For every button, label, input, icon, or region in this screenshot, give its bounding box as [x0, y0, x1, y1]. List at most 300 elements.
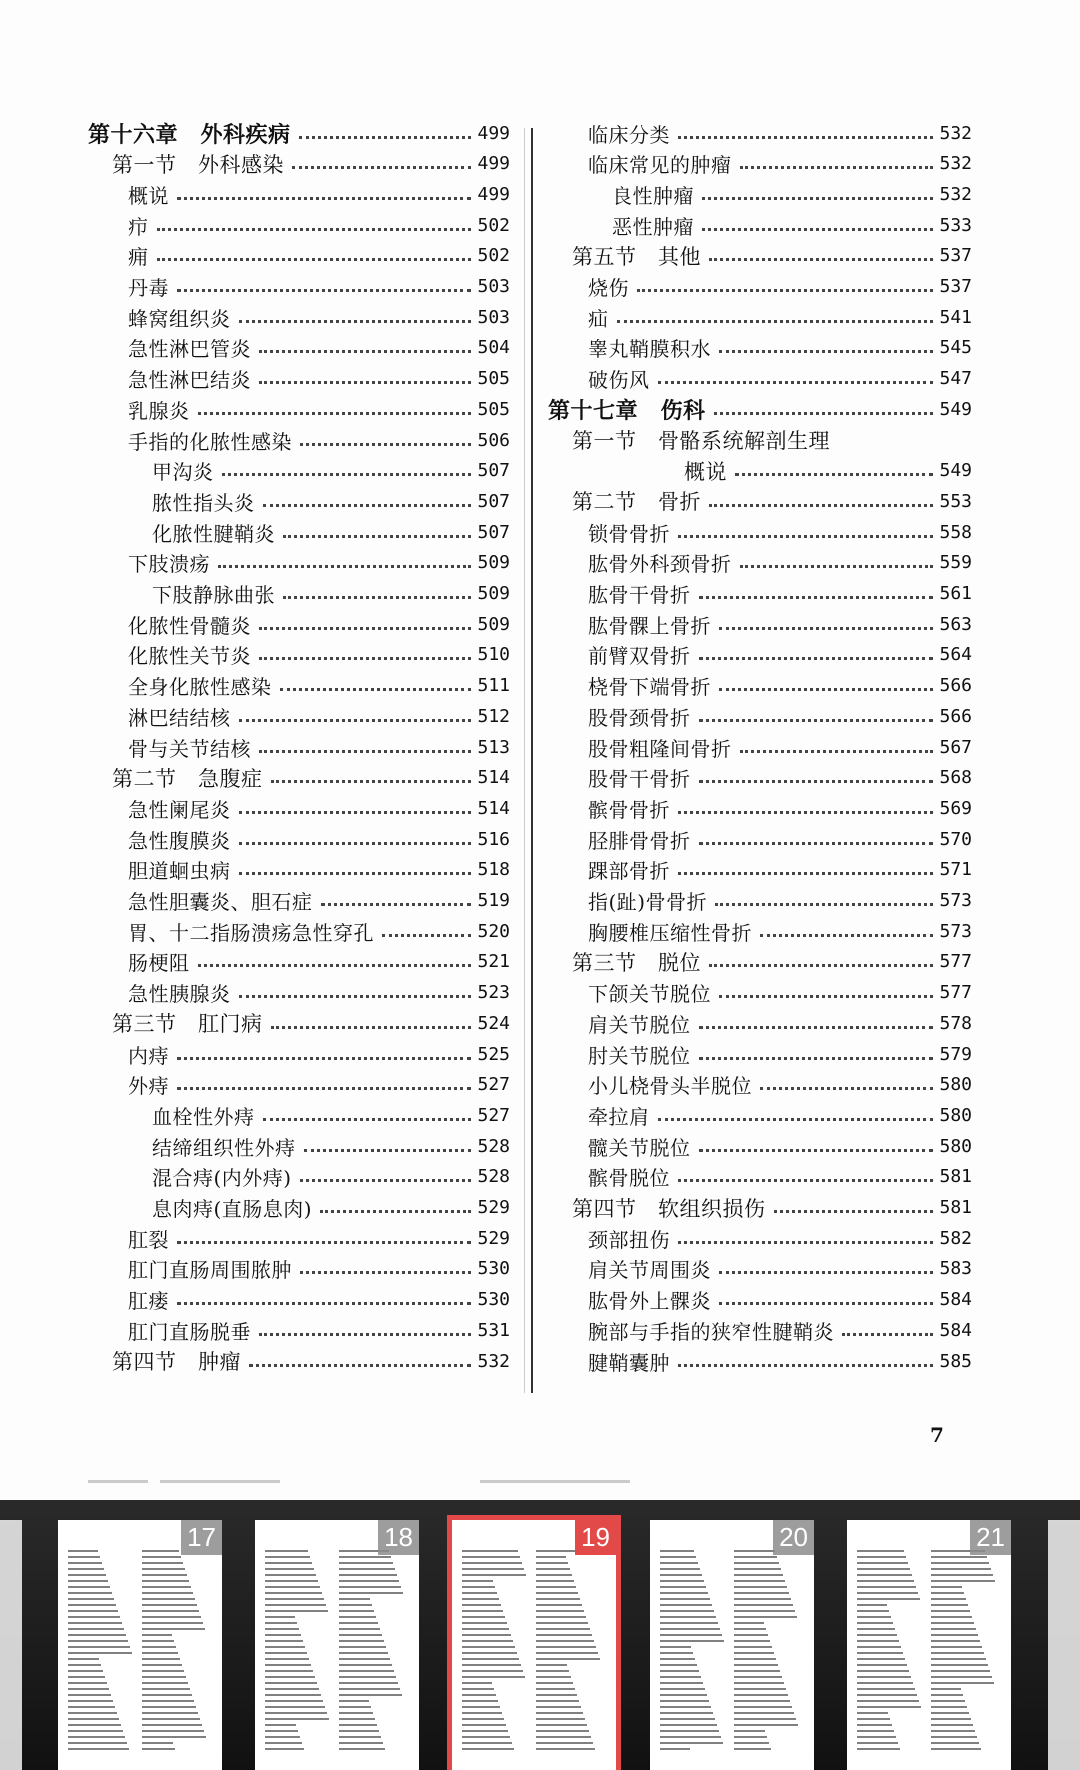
thumbnail-partial-right[interactable] — [1048, 1520, 1080, 1770]
thumbnail-text-line — [142, 1604, 197, 1606]
thumbnail-page-number: 18 — [378, 1520, 419, 1555]
thumbnail-text-line — [339, 1610, 374, 1612]
toc-entry-title: 股骨粗隆间骨折 — [588, 736, 732, 761]
toc-entry-page: 503 — [477, 276, 510, 297]
thumbnail-text-line — [142, 1700, 194, 1702]
toc-entry-title: 牵拉肩 — [588, 1104, 650, 1129]
toc-entry — [548, 1254, 972, 1284]
toc-entry — [548, 333, 972, 363]
page-thumbnail-strip[interactable] — [0, 1500, 1080, 1770]
thumbnail-text-line — [536, 1664, 567, 1666]
toc-entry — [88, 517, 510, 547]
toc-entry-page: 579 — [939, 1043, 972, 1065]
thumbnail-text-line — [734, 1652, 774, 1654]
thumbnail-text-line — [734, 1724, 798, 1726]
toc-entry — [548, 1100, 972, 1130]
toc-leader-dots — [617, 320, 934, 323]
thumbnail-partial-left[interactable] — [0, 1520, 22, 1770]
toc-leader-dots — [222, 473, 472, 476]
thumbnail-text-line — [265, 1634, 301, 1636]
toc-entry-title: 肛瘘 — [128, 1289, 169, 1314]
toc-entry — [88, 1131, 510, 1161]
toc-leader-dots — [760, 934, 933, 937]
thumbnail-text-line — [536, 1748, 595, 1750]
thumbnail-text-line — [265, 1730, 298, 1732]
thumbnail-text-line — [142, 1628, 205, 1630]
thumbnail-text-line — [142, 1646, 176, 1648]
toc-entry-page: 585 — [939, 1350, 972, 1372]
thumbnail-text-line — [536, 1598, 580, 1600]
toc-entry-title: 丹毒 — [128, 276, 169, 300]
toc-entry — [548, 517, 972, 547]
thumbnail-text-line — [734, 1682, 784, 1684]
thumbnail-text-line — [660, 1748, 690, 1750]
thumbnail-text-line — [857, 1574, 912, 1576]
toc-entry-title: 概说 — [128, 183, 169, 208]
toc-leader-dots — [177, 197, 471, 200]
toc-leader-dots — [271, 1026, 472, 1029]
toc-leader-dots — [177, 1087, 471, 1090]
thumbnail-text-line — [68, 1586, 110, 1588]
thumbnail-text-line — [536, 1718, 585, 1720]
toc-entry — [88, 210, 510, 240]
thumbnail-text-line — [857, 1724, 892, 1726]
thumbnail-text-line — [142, 1562, 183, 1564]
toc-leader-dots — [678, 1241, 933, 1244]
thumbnail-text-line — [68, 1700, 113, 1702]
thumbnail-text-line — [339, 1700, 369, 1702]
toc-entry — [88, 548, 510, 578]
thumbnail-text-line — [660, 1550, 694, 1552]
thumbnail-text-line — [142, 1634, 172, 1636]
thumbnail-text-line — [660, 1562, 698, 1564]
toc-entry-page: 553 — [939, 490, 972, 512]
thumbnail-text-line — [142, 1640, 174, 1642]
thumbnail-text-line — [142, 1598, 195, 1600]
toc-entry-page: 507 — [477, 460, 510, 482]
thumbnail-text-line — [734, 1586, 787, 1588]
thumbnail-text-line — [660, 1592, 708, 1594]
thumbnail-text-line — [857, 1712, 888, 1714]
thumbnail-text-line — [734, 1628, 766, 1630]
toc-entry-title: 乳腺炎 — [128, 398, 190, 423]
toc-leader-dots — [719, 627, 933, 630]
thumbnail-text-line — [68, 1628, 124, 1630]
thumbnail-text-line — [462, 1562, 522, 1564]
toc-entry-page: 510 — [477, 644, 510, 666]
thumbnail-text-line — [265, 1688, 319, 1690]
thumbnail-text-line — [339, 1676, 396, 1678]
toc-leader-dots — [699, 1057, 934, 1060]
toc-leader-dots — [678, 872, 933, 875]
toc-entry-page: 532 — [477, 1350, 510, 1372]
toc-entry — [548, 425, 972, 455]
toc-leader-dots — [678, 535, 933, 538]
toc-entry-page: 561 — [939, 583, 972, 604]
toc-entry-page: 514 — [477, 797, 510, 819]
thumbnail-text-line — [462, 1604, 501, 1606]
toc-entry — [548, 1131, 972, 1161]
toc-entry-title: 结缔组织性外痔 — [152, 1135, 296, 1160]
toc-entry-page: 580 — [939, 1074, 972, 1096]
toc-leader-dots — [239, 811, 472, 814]
toc-entry-title: 指(趾)骨骨折 — [588, 890, 708, 914]
thumbnail-text-line — [660, 1670, 699, 1672]
toc-entry-page: 530 — [477, 1258, 510, 1280]
thumbnail-text-line — [536, 1628, 590, 1630]
toc-leader-dots — [177, 1241, 471, 1244]
toc-entry-title: 内痔 — [128, 1043, 169, 1068]
toc-entry — [88, 1070, 510, 1100]
toc-leader-dots — [283, 535, 471, 538]
thumbnail-text-line — [734, 1718, 796, 1720]
toc-entry-page: 573 — [939, 920, 972, 942]
thumbnail-preview — [462, 1550, 606, 1758]
thumbnail-text-line — [265, 1658, 309, 1660]
thumbnail-text-line — [142, 1682, 188, 1684]
thumbnail-text-line — [857, 1718, 890, 1720]
thumbnail-text-line — [265, 1586, 320, 1588]
thumbnail-text-line — [931, 1580, 995, 1582]
thumbnail-text-line — [339, 1664, 392, 1666]
toc-entry-title: 下颌关节脱位 — [588, 982, 711, 1007]
toc-leader-dots — [177, 1302, 471, 1305]
thumbnail-text-line — [462, 1586, 495, 1588]
toc-entry — [88, 732, 510, 762]
toc-leader-dots — [702, 197, 933, 200]
toc-entry — [548, 210, 972, 240]
thumbnail-text-line — [265, 1742, 302, 1744]
thumbnail-text-line — [265, 1646, 305, 1648]
thumbnail-text-line — [660, 1616, 716, 1618]
thumbnail-text-line — [68, 1634, 126, 1636]
thumbnail-text-line — [734, 1670, 780, 1672]
thumbnail-text-line — [931, 1610, 970, 1612]
thumbnail-text-line — [734, 1574, 783, 1576]
thumbnail-text-line — [931, 1724, 973, 1726]
thumbnail-text-line — [660, 1628, 720, 1630]
toc-entry-title: 急性腹膜炎 — [128, 828, 231, 853]
toc-entry-title: 肱骨外上髁炎 — [588, 1289, 711, 1314]
toc-entry-title: 第十七章 伤科 — [548, 397, 706, 424]
toc-entry — [548, 548, 972, 578]
toc-entry-title: 肱骨外科颈骨折 — [588, 552, 732, 577]
toc-entry — [88, 1346, 510, 1376]
next-page-scrap — [88, 1480, 148, 1483]
thumbnail-text-line — [660, 1688, 705, 1690]
thumbnail-text-line — [265, 1580, 318, 1582]
thumbnail-text-line — [339, 1568, 395, 1570]
thumbnail-text-line — [142, 1688, 190, 1690]
toc-entry-page: 581 — [939, 1197, 972, 1218]
thumbnail-text-line — [462, 1712, 502, 1714]
thumbnail-text-line — [462, 1622, 507, 1624]
toc-leader-dots — [719, 350, 933, 353]
toc-leader-dots — [300, 1271, 471, 1274]
thumbnail-text-line — [536, 1616, 586, 1618]
toc-entry-title: 睾丸鞘膜积水 — [588, 337, 711, 362]
toc-entry — [548, 1193, 972, 1223]
toc-entry — [88, 886, 510, 916]
thumbnail-text-line — [931, 1604, 968, 1606]
toc-entry — [88, 1162, 510, 1192]
thumbnail-text-line — [68, 1580, 108, 1582]
thumbnail-text-line — [660, 1610, 714, 1612]
thumbnail-text-line — [68, 1676, 105, 1678]
thumbnail-text-line — [68, 1712, 117, 1714]
thumbnail-text-line — [857, 1550, 904, 1552]
thumbnail-text-line — [734, 1634, 768, 1636]
toc-entry-title: 化脓性骨髓炎 — [128, 613, 251, 638]
toc-entry — [548, 701, 972, 731]
thumbnail-text-line — [142, 1610, 199, 1612]
thumbnail-text-line — [931, 1562, 989, 1564]
toc-entry-page: 523 — [477, 982, 510, 1004]
thumbnail-text-line — [536, 1730, 589, 1732]
toc-entry-title: 第三节 肛门病 — [112, 1012, 263, 1037]
thumbnail-text-line — [536, 1610, 584, 1612]
toc-entry-page: 541 — [939, 306, 972, 328]
toc-entry — [88, 118, 510, 148]
thumbnail-text-line — [265, 1568, 314, 1570]
toc-entry-page: 505 — [477, 368, 510, 390]
thumbnail-text-line — [339, 1742, 383, 1744]
toc-entry — [548, 149, 972, 179]
toc-entry-title: 血栓性外痔 — [152, 1104, 255, 1129]
toc-entry — [88, 486, 510, 516]
toc-leader-dots — [719, 995, 933, 998]
thumbnail-text-line — [857, 1652, 903, 1654]
page-thumbnail[interactable] — [58, 1520, 222, 1770]
toc-leader-dots — [239, 320, 472, 323]
page-thumbnail[interactable] — [255, 1520, 419, 1770]
toc-entry-title: 第十六章 外科疾病 — [88, 121, 291, 148]
thumbnail-text-line — [265, 1592, 322, 1594]
column-divider — [531, 128, 533, 1393]
page-thumbnail[interactable] — [452, 1520, 616, 1770]
thumbnail-text-line — [462, 1664, 521, 1666]
toc-leader-dots — [702, 228, 933, 231]
thumbnail-page-number: 21 — [970, 1520, 1011, 1555]
toc-entry-page: 509 — [477, 583, 510, 604]
toc-entry-title: 化脓性关节炎 — [128, 644, 251, 669]
thumbnail-text-line — [931, 1682, 994, 1684]
thumbnail-text-line — [142, 1622, 203, 1624]
toc-entry-page: 532 — [939, 153, 972, 175]
thumbnail-text-line — [734, 1610, 795, 1612]
thumbnail-text-line — [265, 1616, 295, 1618]
toc-leader-dots — [239, 842, 472, 845]
toc-leader-dots — [259, 657, 471, 660]
toc-entry — [88, 1223, 510, 1253]
toc-entry-page: 569 — [939, 797, 972, 819]
toc-entry-page: 521 — [477, 951, 510, 973]
toc-entry — [548, 456, 972, 486]
thumbnail-text-line — [536, 1670, 569, 1672]
thumbnail-text-line — [734, 1592, 789, 1594]
thumbnail-text-line — [660, 1682, 703, 1684]
toc-entry-page: 507 — [477, 490, 510, 512]
thumbnail-text-line — [660, 1700, 709, 1702]
toc-entry — [548, 793, 972, 823]
thumbnail-text-line — [857, 1700, 919, 1702]
thumbnail-text-line — [142, 1556, 181, 1558]
toc-entry-page: 502 — [477, 214, 510, 236]
thumbnail-page-number: 17 — [181, 1520, 222, 1555]
toc-entry-title: 胸腰椎压缩性骨折 — [588, 920, 752, 945]
thumbnail-text-line — [68, 1718, 119, 1720]
thumbnail-text-line — [142, 1724, 202, 1726]
thumbnail-text-line — [339, 1724, 377, 1726]
toc-entry-title: 前臂双骨折 — [588, 644, 691, 669]
toc-entry-title: 股骨干骨折 — [588, 767, 691, 792]
thumbnail-text-line — [68, 1724, 121, 1726]
thumbnail-text-line — [660, 1604, 712, 1606]
thumbnail-text-line — [660, 1640, 724, 1642]
toc-entry-title: 疖 — [128, 214, 149, 239]
toc-entry-page: 507 — [477, 521, 510, 543]
toc-entry-title: 髌骨脱位 — [588, 1166, 670, 1191]
thumbnail-text-line — [68, 1652, 132, 1654]
toc-entry-title: 疝 — [588, 306, 609, 331]
thumbnail-text-line — [734, 1676, 782, 1678]
toc-entry-title: 急性胆囊炎、胆石症 — [128, 890, 313, 914]
toc-entry-title: 小儿桡骨头半脱位 — [588, 1074, 752, 1099]
thumbnail-text-line — [734, 1688, 786, 1690]
thumbnail-text-line — [339, 1604, 372, 1606]
toc-entry — [548, 394, 972, 424]
thumbnail-text-line — [265, 1550, 308, 1552]
thumbnail-text-line — [462, 1580, 493, 1582]
toc-entry-title: 第一节 外科感染 — [112, 152, 284, 177]
toc-entry-title: 肱骨髁上骨折 — [588, 613, 711, 638]
thumbnail-text-line — [734, 1664, 778, 1666]
thumbnail-text-line — [462, 1724, 506, 1726]
thumbnail-text-line — [536, 1724, 587, 1726]
thumbnail-text-line — [265, 1628, 299, 1630]
thumbnail-text-line — [536, 1706, 581, 1708]
toc-entry — [88, 701, 510, 731]
thumbnail-text-line — [660, 1730, 719, 1732]
thumbnail-text-line — [734, 1550, 775, 1552]
thumbnail-text-line — [857, 1688, 915, 1690]
toc-entry-title: 第四节 肿瘤 — [112, 1350, 241, 1374]
thumbnail-text-line — [339, 1688, 400, 1690]
toc-entry-page: 512 — [477, 705, 510, 727]
thumbnail-text-line — [660, 1634, 722, 1636]
thumbnail-text-line — [462, 1718, 504, 1720]
toc-entry-title: 下肢静脉曲张 — [152, 583, 275, 607]
toc-entry — [548, 241, 972, 271]
page-thumbnail[interactable] — [650, 1520, 814, 1770]
thumbnail-text-line — [931, 1718, 971, 1720]
toc-entry — [548, 978, 972, 1008]
thumbnail-text-line — [68, 1730, 123, 1732]
thumbnail-text-line — [536, 1736, 591, 1738]
thumbnail-text-line — [462, 1628, 509, 1630]
thumbnail-text-line — [68, 1736, 125, 1738]
thumbnail-text-line — [857, 1664, 907, 1666]
toc-entry-title: 骨与关节结核 — [128, 736, 251, 761]
thumbnail-text-line — [339, 1622, 378, 1624]
toc-entry-page: 582 — [939, 1227, 972, 1249]
toc-entry-page: 516 — [477, 828, 510, 850]
thumbnail-text-line — [931, 1640, 980, 1642]
toc-entry-page: 580 — [939, 1104, 972, 1126]
toc-entry-title: 胫腓骨骨折 — [588, 828, 691, 853]
thumbnail-text-line — [68, 1598, 114, 1600]
thumbnail-text-line — [660, 1694, 707, 1696]
thumbnail-text-line — [931, 1748, 981, 1750]
toc-entry-title: 肛门直肠周围脓肿 — [128, 1258, 292, 1283]
toc-leader-dots — [300, 443, 471, 446]
thumbnail-text-line — [339, 1586, 401, 1588]
thumbnail-text-line — [931, 1568, 991, 1570]
toc-entry — [88, 824, 510, 854]
toc-entry-page: 532 — [939, 122, 972, 144]
toc-leader-dots — [699, 719, 934, 722]
toc-entry-title: 第五节 其他 — [572, 244, 701, 269]
thumbnail-text-line — [857, 1616, 891, 1618]
thumbnail-text-line — [265, 1718, 329, 1720]
toc-entry — [548, 1008, 972, 1038]
toc-entry — [88, 425, 510, 455]
toc-entry — [88, 1039, 510, 1069]
toc-entry — [88, 364, 510, 394]
thumbnail-text-line — [68, 1592, 112, 1594]
thumbnail-text-line — [265, 1622, 297, 1624]
toc-entry-title: 下肢溃疡 — [128, 552, 210, 577]
toc-entry-title: 临床分类 — [588, 122, 670, 147]
toc-leader-dots — [292, 166, 471, 169]
toc-leader-dots — [259, 627, 471, 630]
toc-entry-page: 563 — [939, 613, 972, 635]
thumbnail-text-line — [660, 1664, 697, 1666]
toc-entry-page: 528 — [477, 1135, 510, 1157]
page-thumbnail[interactable] — [847, 1520, 1011, 1770]
thumbnail-text-line — [339, 1730, 379, 1732]
toc-entry-title: 第三节 脱位 — [572, 950, 701, 975]
thumbnail-text-line — [536, 1658, 600, 1660]
thumbnail-text-line — [68, 1706, 115, 1708]
toc-leader-dots — [198, 964, 472, 967]
thumbnail-text-line — [265, 1700, 323, 1702]
thumbnail-text-line — [857, 1586, 916, 1588]
toc-entry — [88, 916, 510, 946]
thumbnail-text-line — [536, 1568, 570, 1570]
toc-entry — [88, 763, 510, 793]
thumbnail-text-line — [265, 1724, 296, 1726]
toc-entry-title: 甲沟炎 — [152, 460, 214, 485]
toc-leader-dots — [678, 1179, 933, 1182]
toc-entry-title: 胃、十二指肠溃疡急性穿孔 — [128, 920, 374, 945]
toc-entry-page: 514 — [477, 767, 510, 789]
toc-entry — [88, 241, 510, 271]
thumbnail-text-line — [536, 1682, 573, 1684]
toc-entry-page: 531 — [477, 1319, 510, 1341]
thumbnail-text-line — [68, 1646, 130, 1648]
thumbnail-text-line — [857, 1658, 905, 1660]
toc-leader-dots — [239, 872, 472, 875]
thumbnail-text-line — [857, 1742, 898, 1744]
thumbnail-text-line — [142, 1658, 180, 1660]
toc-entry — [88, 302, 510, 332]
toc-leader-dots — [699, 657, 934, 660]
toc-entry — [88, 394, 510, 424]
thumbnail-text-line — [931, 1556, 987, 1558]
thumbnail-text-line — [536, 1640, 594, 1642]
thumbnail-text-line — [536, 1586, 576, 1588]
